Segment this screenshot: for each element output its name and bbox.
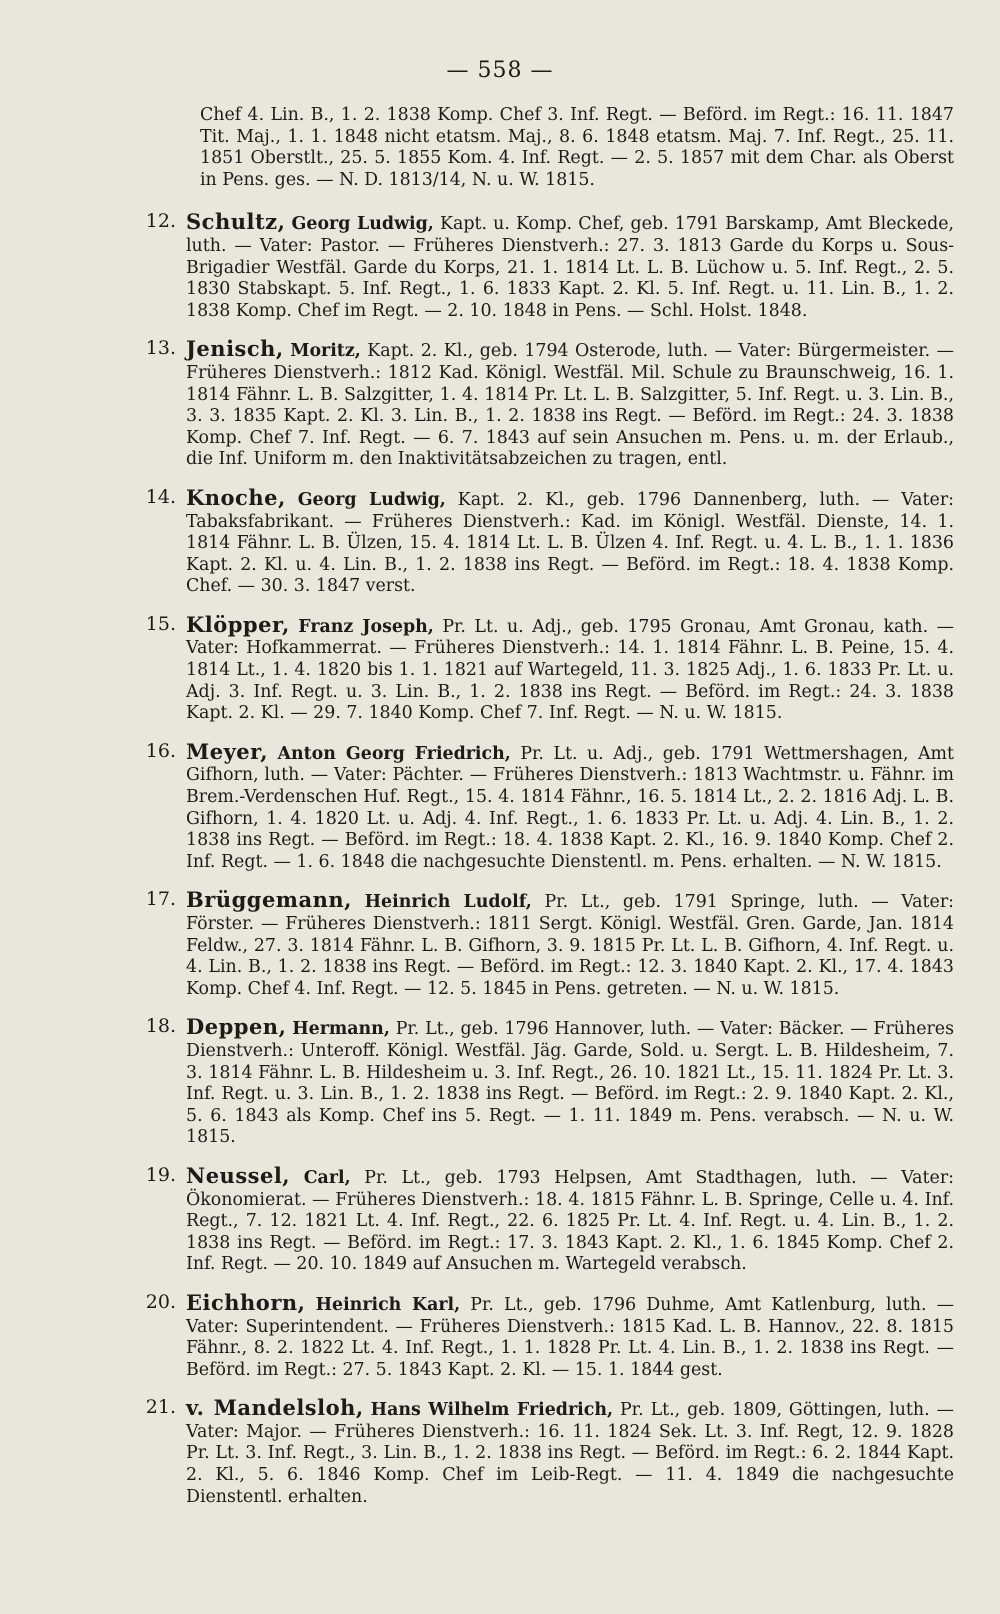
entry-list	[145, 209, 955, 1508]
entry-text: Kapt. 2. Kl., geb. 1794 Osterode, luth. — Vater: Bürgermeister. — Früheres Dienstverh.: 1812 Kad. Königl. Westfäl. Mil. Schule zu Braunschweig, 16. 1. 1814 Fähnr. L. B. Salzgitter, 1. 4. 1814 Pr. Lt. L. B. Salzgitter, 5. Inf. Regt. u. 3. Lin. B., 3. 3. 1835 Kapt. 2. Kl. 3. Lin. B., 1. 2. 1838 ins Regt. — Beförd. im Regt.: 24. 3. 1838 Komp. Chef 7. Inf. Regt. — 6. 7. 1843 auf sein Ansuchen m. Pens. u. m. der Erlaub., die Inf. Uniform m. den Inaktivitätsabzeichen zu tragen, entl.	[186, 341, 954, 470]
entry-given-names: Carl,	[303, 1167, 351, 1188]
entry	[145, 336, 954, 471]
entry-text: Pr. Lt., geb. 1793 Helpsen, Amt Stadthagen, luth. — Vater: Ökonomierat. — Früheres Dienstverh.: 18. 4. 1815 Fähnr. L. B. Springe, Celle u. 4. Inf. Regt., 7. 12. 1821 Lt. 4. Inf. Regt., 22. 6. 1825 Pr. Lt. 4. Inf. Regt. u. 4. Lin. B., 1. 2. 1838 ins Regt. — Beförd. im Regt.: 17. 3. 1843 Kapt. 2. Kl., 1. 6. 1845 Komp. Chef 2. Inf. Regt. — 20. 10. 1849 auf Ansuchen m. Wartegeld verabsch.	[186, 1167, 955, 1275]
entry	[145, 1014, 955, 1149]
entry-given-names: Heinrich Ludolf,	[364, 892, 532, 913]
entry-surname: Deppen,	[186, 1014, 287, 1040]
entry-text: Pr. Lt., geb. 1796 Hannover, luth. — Vater: Bäcker. — Früheres Dienstverh.: Unteroff. Königl. Westfäl. Jäg. Garde, Sold. u. Sergt. L. B. Hildesheim, 7. 3. 1814 Fähnr. L. B. Hildesheim u. 3. Inf. Regt., 26. 10. 1821 Lt., 15. 11. 1824 Pr. Lt. 3. Inf. Regt. u. 3. Lin. B., 1. 2. 1838 ins Regt. — Beförd. im Regt.: 2. 9. 1840 Kapt. 2. Kl., 5. 6. 1843 als Komp. Chef ins 5. Regt. — 1. 11. 1849 m. Pens. verabsch. — N. u. W. 1815.	[186, 1019, 955, 1148]
entry-given-names: Franz Joseph,	[298, 616, 434, 637]
entry-number: 20.	[145, 1290, 176, 1313]
entry-surname: v. Mandelsloh,	[186, 1395, 364, 1421]
entry-text: Kapt. 2. Kl., geb. 1796 Dannenberg, luth. — Vater: Tabaksfabrikant. — Früheres Dienstverh.: Kad. im Königl. Westfäl. Dienste, 14. 1. 1814 Fähnr. L. B. Ülzen, 15. 4. 1814 Lt. L. B. Ülzen 4. Inf. Regt. u. 4. L. B., 1. 1. 1836 Kapt. 2. Kl. u. 4. Lin. B., 1. 2. 1838 ins Regt. — Beförd. im Regt.: 18. 4. 1838 Komp. Chef. — 30. 3. 1847 verst.	[186, 489, 955, 597]
entry-text: Kapt. u. Komp. Chef, geb. 1791 Barskamp, Amt Bleckede, luth. — Vater: Pastor. — Früheres Dienstverh.: 27. 3. 1813 Garde du Korps u. Sous-Brigadier Westfäl. Garde du Korps, 21. 1. 1814 Lt. L. B. Lüchow u. 5. Inf. Regt., 2. 5. 1830 Stabskapt. 5. Inf. Regt., 1. 6. 1833 Kapt. 2. Kl. 5. Inf. Regt. u. 11. Lin. B., 1. 2. 1838 Komp. Chef im Regt. — 2. 10. 1848 in Pens. — Schl. Holst. 1848.	[186, 214, 955, 321]
entry-text: Pr. Lt. u. Adj., geb. 1791 Wettmershagen, Amt Gifhorn, luth. — Vater: Pächter. — Früheres Dienstverh.: 1813 Wachtmstr. u. Fähnr. im Brem.-Verdenschen Huf. Regt., 15. 4. 1814 Fähnr., 16. 5. 1814 Lt., 2. 2. 1816 Adj. L. B. Gifhorn, 1. 4. 1820 Lt. u. Adj. 4. Inf. Regt., 1. 6. 1833 Pr. Lt. u. Adj. 4. Lin. B., 1. 2. 1838 ins Regt. — Beförd. im Regt.: 18. 4. 1838 Kapt. 2. Kl., 16. 9. 1840 Komp. Chef 2. Inf. Regt. — 1. 6. 1848 die nachgesuchte Dienstentl. m. Pens. erhalten. — N. W. 1815.	[186, 743, 955, 872]
entry-number: 19.	[145, 1163, 176, 1186]
entry-surname: Jenisch,	[186, 336, 284, 362]
entry-given-names: Moritz,	[290, 341, 361, 362]
entry-given-names: Hermann,	[292, 1019, 390, 1040]
entry-number: 21.	[145, 1396, 176, 1419]
page-number: — 558 —	[446, 58, 554, 83]
entry	[145, 1395, 954, 1508]
entry	[145, 209, 955, 322]
entry-surname: Schultz,	[186, 209, 286, 235]
entry	[145, 1162, 955, 1276]
entry-number: 16.	[145, 739, 176, 762]
entry-given-names: Anton Georg Friedrich,	[277, 743, 511, 764]
entry	[145, 738, 955, 874]
entry-surname: Meyer,	[186, 738, 269, 764]
entry-text: Pr. Lt., geb. 1791 Springe, luth. — Vater: Förster. — Früheres Dienstverh.: 1811 Sergt. Königl. Westfäl. Gren. Garde, Jan. 1814 Feldw., 27. 3. 1814 Fähnr. L. B. Gifhorn, 3. 9. 1815 Pr. Lt. L. B. Gifhorn, 4. Inf. Regt. u. 4. Lin. B., 1. 2. 1838 ins Regt. — Beförd. im Regt.: 12. 3. 1840 Kapt. 2. Kl., 17. 4. 1843 Komp. Chef 4. Inf. Regt. — 12. 5. 1845 in Pens. getreten. — N. u. W. 1815.	[186, 892, 954, 999]
entry-surname: Brüggemann,	[186, 887, 352, 913]
entry-given-names: Georg Ludwig,	[291, 214, 434, 235]
entry-surname: Knoche,	[186, 484, 286, 510]
entry-surname: Klöpper,	[186, 611, 290, 637]
entry	[145, 1289, 954, 1381]
entry-number: 12.	[145, 210, 176, 233]
entry-surname: Neussel,	[186, 1162, 291, 1188]
entry-text: Pr. Lt., geb. 1809, Göttingen, luth. — Vater: Major. — Früheres Dienstverh.: 16. 11. 1824 Sek. Lt. 3. Inf. Regt, 12. 9. 1828 Pr. Lt. 3. Inf. Regt., 3. Lin. B., 1. 2. 1838 ins Regt. — Beförd. im Regt.: 6. 2. 1844 Kapt. 2. Kl., 5. 6. 1846 Komp. Chef im Leib-Regt. — 11. 4. 1849 die nachgesuchte Dienstentl. erhalten.	[186, 1400, 954, 1507]
entry-number: 18.	[145, 1015, 176, 1038]
entry-number: 17.	[145, 888, 176, 911]
entry-text: Pr. Lt. u. Adj., geb. 1795 Gronau, Amt Gronau, kath. — Vater: Hofkammerrat. — Früheres Dienstverh.: 14. 1. 1814 Fähnr. L. B. Peine, 15. 4. 1814 Lt., 1. 4. 1820 bis 1. 1. 1821 auf Wartegeld, 11. 3. 1825 Adj., 1. 6. 1833 Pr. Lt. u. Adj. 3. Inf. Regt. u. 3. Lin. B., 1. 2. 1838 ins Regt. — Beförd. im Regt.: 24. 3. 1838 Kapt. 2. Kl. — 29. 7. 1840 Komp. Chef 7. Inf. Regt. — N. u. W. 1815.	[186, 616, 955, 724]
entry	[145, 887, 954, 1000]
entry-number: 15.	[145, 612, 176, 635]
entry-text: Pr. Lt., geb. 1796 Duhme, Amt Katlenburg, luth. — Vater: Superintendent. — Früheres Dienstverh.: 1815 Kad. L. B. Hannov., 22. 8. 1815 Fähnr., 8. 2. 1822 Lt. 4. Inf. Regt., 1. 1. 1828 Pr. Lt. 4. Lin. B., 1. 2. 1838 ins Regt. — Beförd. im Regt.: 27. 5. 1843 Kapt. 2. Kl. — 15. 1. 1844 gest.	[186, 1294, 954, 1380]
entry-given-names: Heinrich Karl,	[315, 1294, 461, 1315]
intro-paragraph: Chef 4. Lin. B., 1. 2. 1838 Komp. Chef 3. Inf. Regt. — Beförd. im Regt.: 16. 11. 1847 Tit. Maj., 1. 1. 1848 nicht etatsm. Maj., 8. 6. 1848 etatsm. Maj. 7. Inf. Regt., 25. 11. 1851 Oberstlt., 25. 5. 1855 Kom. 4. Inf. Regt. — 2. 5. 1857 mit dem Char. als Oberst in Pens. ges. — N. D. 1813/14, N. u. W. 1815.	[200, 105, 954, 190]
entry-given-names: Hans Wilhelm Friedrich,	[370, 1400, 614, 1421]
entry-given-names: Georg Ludwig,	[297, 489, 446, 510]
entry-number: 13.	[145, 337, 176, 360]
entry-surname: Eichhorn,	[186, 1289, 306, 1315]
entry-number: 14.	[145, 485, 176, 508]
entry	[145, 611, 955, 725]
entry	[145, 484, 955, 598]
